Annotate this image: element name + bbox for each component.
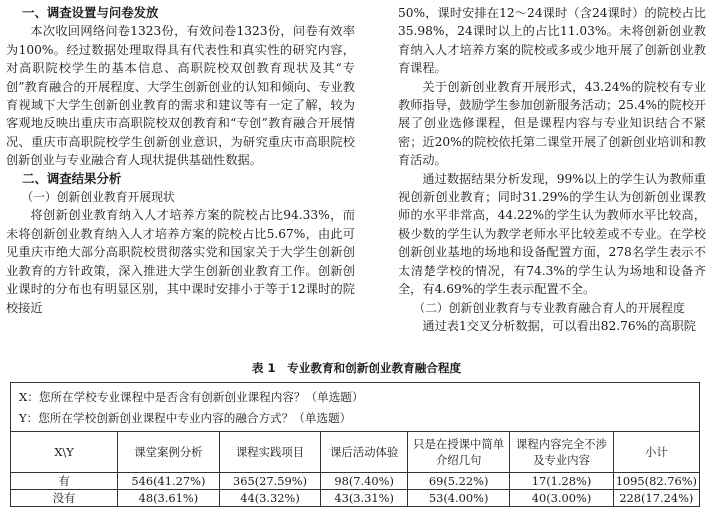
paragraph-training-plan: 将创新创业教育纳入人才培养方案的院校占比94.33%，而未将创新创业教育纳入人才培养方案的院校占比5.67%，由此可见重庆市绝大部分高职院校贯彻落实党和国家关于大学生创新创业教育的方针政策，深入推进大学生创新创业教育工作。创新创业课时的分布也有明显区别，其中课时安排小于等于12课时的院校接近 — [6, 208, 355, 315]
table-cell: 17(1.28%) — [510, 473, 613, 490]
section-heading-survey: 一、调查设置与问卷发放 — [22, 5, 159, 20]
table-cell: 98(7.40%) — [321, 473, 408, 490]
left-column — [6, 4, 355, 317]
header-brief-intro: 只是在授课中简单介绍几句 — [407, 432, 509, 473]
table-cell: 有 — [11, 473, 118, 490]
header-subtotal: 小计 — [613, 432, 699, 473]
subheading-education-status: （一）创新创业教育开展现状 — [21, 190, 175, 205]
paragraph-education-forms: 关于创新创业教育开展形式，43.24%的院校有专业教师指导，鼓励学生参加创新服务活动；25.4%的院校开展了创业选修课程，但是课程内容与专业知识结合不紧密；近20%的院校依托第二课堂开展了创新创业培训和教育活动。 — [398, 79, 706, 168]
header-case-analysis: 课堂案例分析 — [118, 432, 220, 473]
table-cell: 48(3.61%) — [118, 490, 220, 507]
table-cell: 228(17.24%) — [613, 490, 699, 507]
cross-table — [11, 431, 699, 506]
table-questions — [11, 383, 699, 431]
table-row — [11, 490, 699, 507]
table-cell: 44(3.32%) — [219, 490, 321, 507]
paragraph-course-hours: 50%，课时安排在12～24课时（含24课时）的院校占比35.98%，24课时以上的占比11.03%。未将创新创业教育纳入人才培养方案的院校或多或少地开展了创新创业教育课程。 — [398, 6, 706, 76]
table-cell: 43(3.31%) — [321, 490, 408, 507]
header-practice-project: 课程实践项目 — [219, 432, 321, 473]
subheading-integration-degree: （二）创新创业教育与专业教育融合育人的开展程度 — [413, 300, 685, 315]
table-cell: 没有 — [11, 490, 118, 507]
table-row — [11, 473, 699, 490]
question-y: Y：您所在学校创新创业课程中专业内容的融合方式？（单选题） — [19, 411, 352, 425]
paragraph-survey: 本次收回网络问卷1323份，有效问卷1323份，问卷有效率为100%。经过数据处理取得具有代表性和真实性的研究内容，对高职院校学生的基本信息、高职院校双创教育现状及其“专创”教育融合的开展程度、大学生创新创业的认知和倾向、专业教育视域下大学生创新创业教育的需求和建议等有一定了解，较为客观地反映出重庆市高职院校双创教育和“专创”教育融合开展情况、重庆市高职院校学生创新创业意识，为研究重庆市高职院校创新创业与专业融合育人现状提供基础性数据。 — [6, 24, 355, 168]
section-heading-results: 二、调查结果分析 — [22, 170, 122, 186]
right-column — [398, 4, 706, 335]
table-cell: 53(4.00%) — [407, 490, 509, 507]
header-xy: X\Y — [11, 432, 118, 473]
table-cell: 546(41.27%) — [118, 473, 220, 490]
table-cell: 40(3.00%) — [510, 490, 613, 507]
table-cell: 69(5.22%) — [407, 473, 509, 490]
table-header-row — [11, 432, 699, 473]
paragraph-cross-analysis: 通过表1交叉分析数据，可以看出82.76%的高职院 — [422, 318, 696, 333]
header-after-class: 课后活动体验 — [321, 432, 408, 473]
header-not-involved: 课程内容完全不涉及专业内容 — [510, 432, 613, 473]
paragraph-teacher-evaluation: 通过数据结果分析发现，99%以上的学生认为教师重视创新创业教育；同时31.29%的学生认为创新创业课教师的水平非常高，44.22%的学生认为教师水平比较高，极少数的学生认为教学老师水平比较差或不专业。在学校创新创业基地的场地和设备配置方面，278名学生表示不太清楚学校的情况，有74.3%的学生认为场地和设备齐全，有4.69%的学生表示配置不全。 — [398, 171, 706, 297]
question-x: X：您所在学校专业课程中是否含有创新创业课程内容？（单选题） — [19, 390, 364, 404]
table-cell: 1095(82.76%) — [613, 473, 699, 490]
table-cell: 365(27.59%) — [219, 473, 321, 490]
integration-table — [10, 382, 700, 507]
table-caption: 表 1 专业教育和创新创业教育融合程度 — [251, 361, 462, 375]
